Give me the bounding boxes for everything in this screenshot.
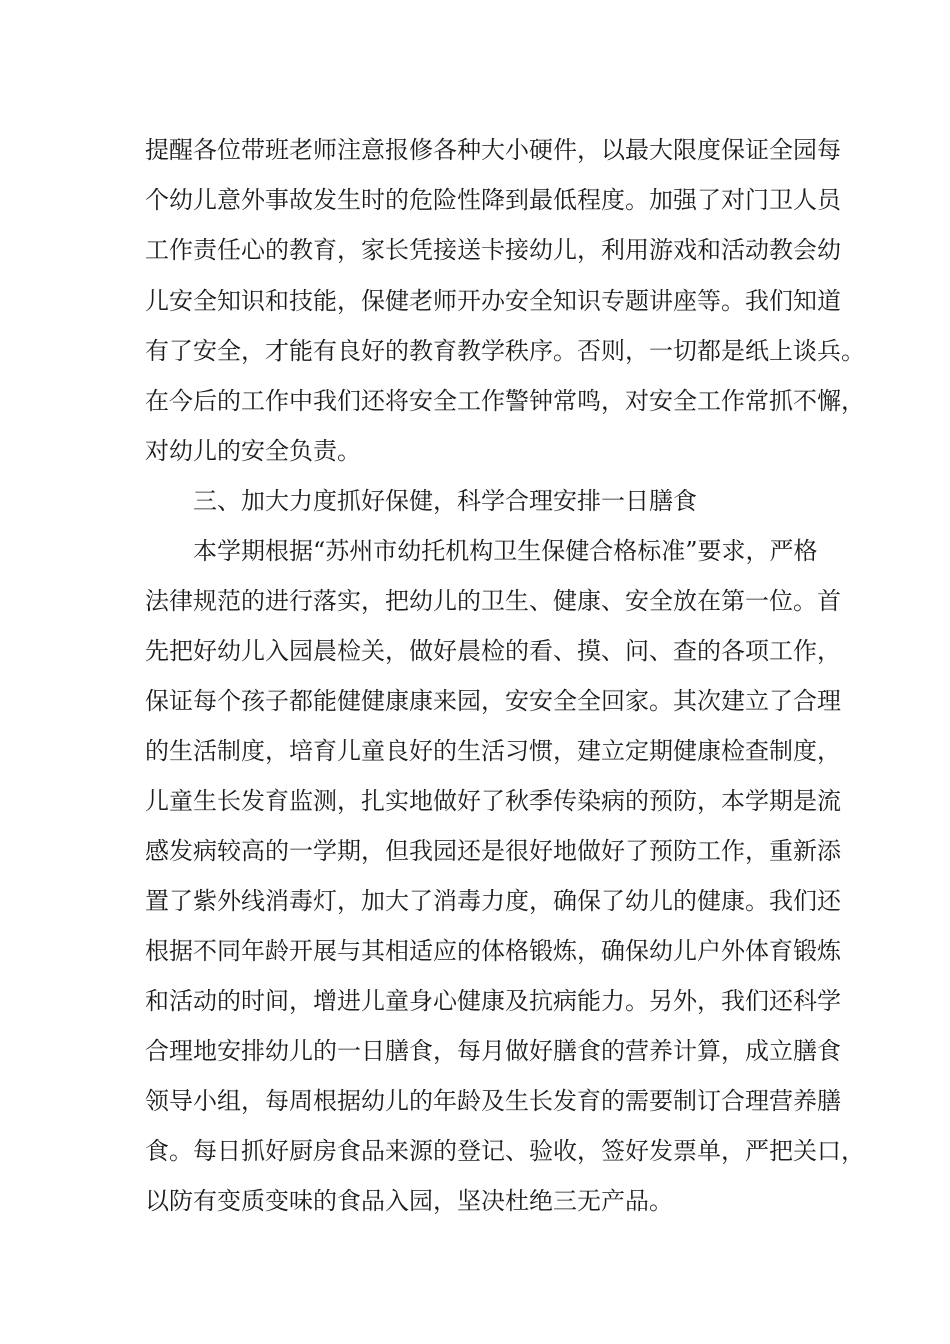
text-line: 领导小组，每周根据幼儿的年龄及生长发育的需要制订合理营养膳 bbox=[145, 1087, 841, 1115]
text-line: 根据不同年龄开展与其相适应的体格锻炼，确保幼儿户外体育锻炼 bbox=[145, 937, 841, 965]
text-line: 和活动的时间，增进儿童身心健康及抗病能力。另外，我们还科学 bbox=[145, 987, 841, 1015]
text-line: 在今后的工作中我们还将安全工作警钟常鸣，对安全工作常抓不懈， bbox=[145, 387, 865, 415]
text-line: 本学期根据“苏州市幼托机构卫生保健合格标准”要求，严格 bbox=[193, 537, 818, 565]
text-line: 以防有变质变味的食品入园，坚决杜绝三无产品。 bbox=[145, 1187, 673, 1215]
text-line: 儿安全知识和技能，保健老师开办安全知识专题讲座等。我们知道 bbox=[145, 287, 841, 315]
text-line: 个幼儿意外事故发生时的危险性降到最低程度。加强了对门卫人员 bbox=[145, 186, 841, 214]
text-line: 工作责任心的教育，家长凭接送卡接幼儿，利用游戏和活动教会幼 bbox=[145, 236, 841, 264]
text-line: 感发病较高的一学期，但我园还是很好地做好了预防工作，重新添 bbox=[145, 837, 841, 865]
text-line: 保证每个孩子都能健健康康来园，安安全全回家。其次建立了合理 bbox=[145, 687, 841, 715]
text-line: 合理地安排幼儿的一日膳食，每月做好膳食的营养计算，成立膳食 bbox=[145, 1037, 841, 1065]
text-line: 儿童生长发育监测，扎实地做好了秋季传染病的预防，本学期是流 bbox=[145, 787, 841, 815]
text-line: 法律规范的进行落实，把幼儿的卫生、健康、安全放在第一位。首 bbox=[145, 587, 841, 615]
text-line: 食。每日抓好厨房食品来源的登记、验收，签好发票单，严把关口， bbox=[145, 1137, 865, 1165]
section-heading: 三、加大力度抓好保健，科学合理安排一日膳食 bbox=[193, 487, 697, 515]
text-line: 置了紫外线消毒灯，加大了消毒力度，确保了幼儿的健康。我们还 bbox=[145, 887, 841, 915]
text-line: 提醒各位带班老师注意报修各种大小硬件，以最大限度保证全园每 bbox=[145, 136, 841, 164]
text-line: 有了安全，才能有良好的教育教学秩序。否则，一切都是纸上谈兵。 bbox=[145, 337, 865, 365]
text-line: 对幼儿的安全负责。 bbox=[145, 437, 361, 465]
text-line: 先把好幼儿入园晨检关，做好晨检的看、摸、问、查的各项工作， bbox=[145, 637, 841, 665]
text-line: 的生活制度，培育儿童良好的生活习惯，建立定期健康检查制度， bbox=[145, 737, 841, 765]
